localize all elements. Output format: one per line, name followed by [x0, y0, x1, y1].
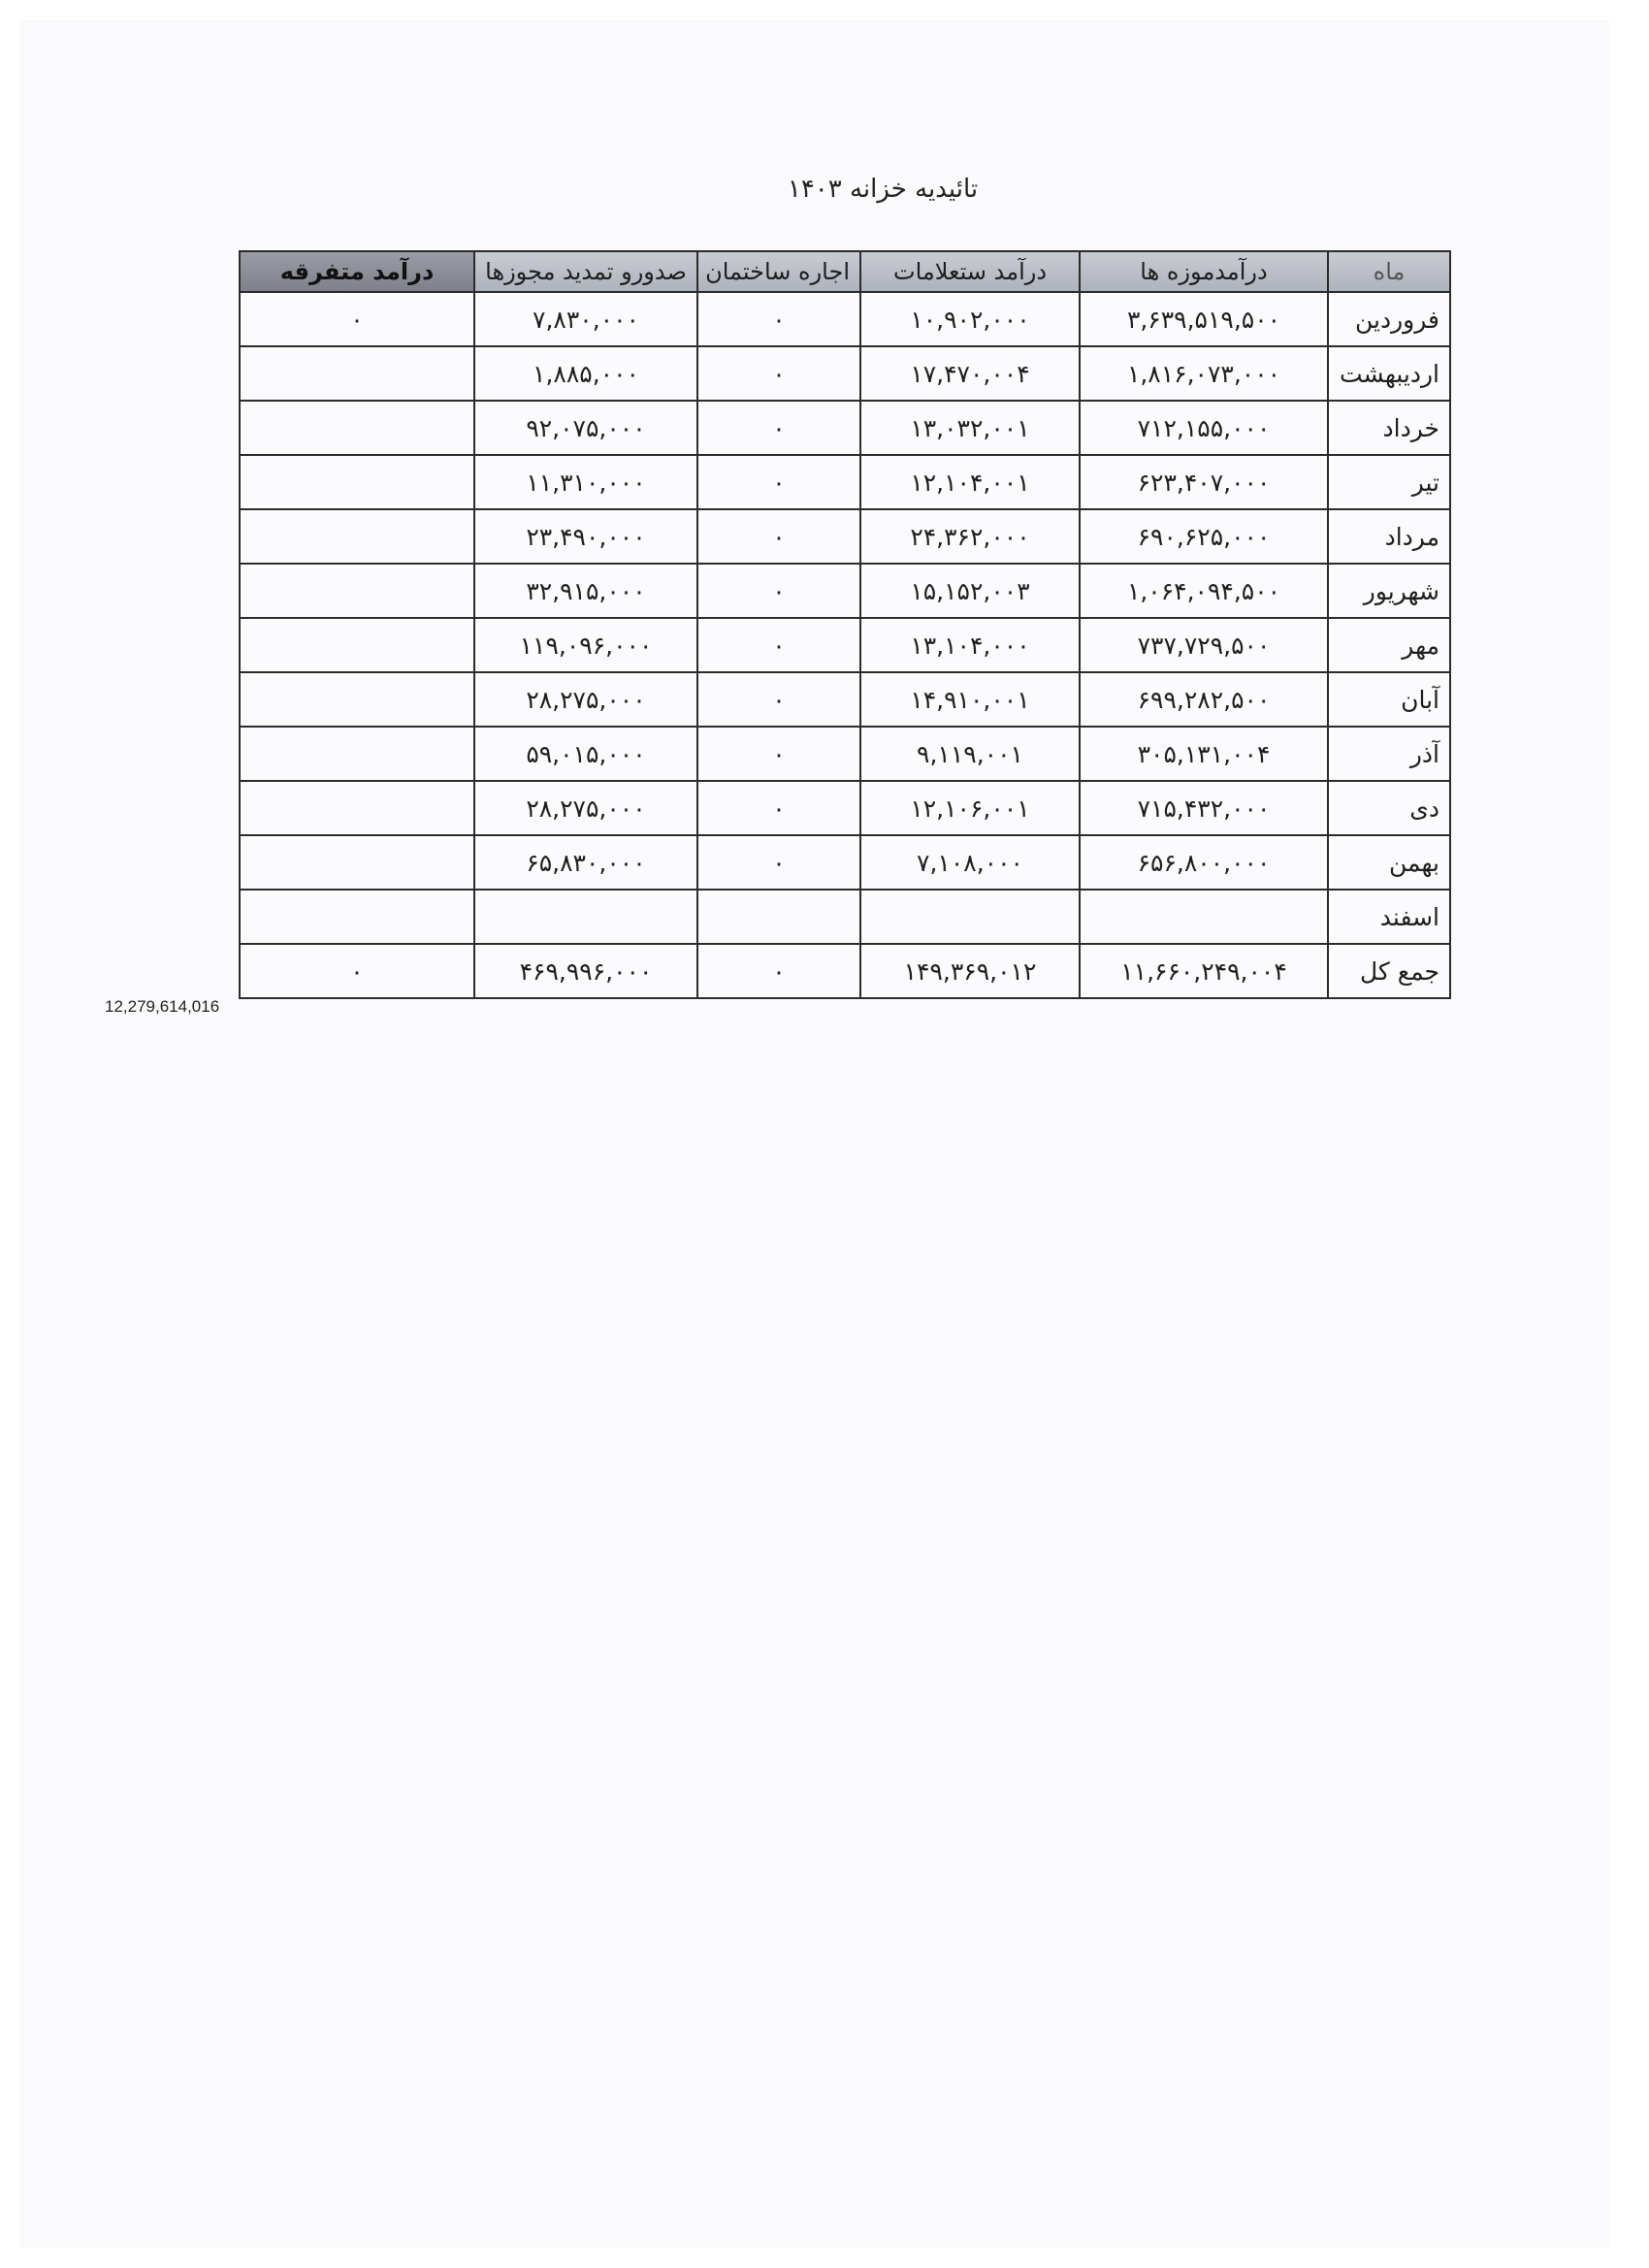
table-row [240, 618, 1450, 672]
total-label: جمع کل [1328, 944, 1450, 998]
header-misc-revenue: درآمد متفرقه [240, 251, 474, 292]
month-cell: فروردین [1328, 292, 1450, 346]
grand-total: 12,279,614,016 [105, 997, 220, 1016]
inquiry-revenue-cell: ۱۳,۱۰۴,۰۰۰ [860, 618, 1080, 672]
table-row [240, 890, 1450, 944]
inquiry-revenue-cell: ۱۵,۱۵۲,۰۰۳ [860, 564, 1080, 618]
header-month: ماه [1328, 251, 1450, 292]
month-cell: اسفند [1328, 890, 1450, 944]
permits-cell [474, 890, 697, 944]
permits-cell: ۶۵,۸۳۰,۰۰۰ [474, 835, 697, 890]
permits-cell: ۷,۸۳۰,۰۰۰ [474, 292, 697, 346]
rent-cell: ۰ [697, 727, 860, 781]
total-inquiry-revenue: ۱۴۹,۳۶۹,۰۱۲ [860, 944, 1080, 998]
museum-revenue-cell: ۳۰۵,۱۳۱,۰۰۴ [1080, 727, 1328, 781]
permits-cell: ۲۳,۴۹۰,۰۰۰ [474, 509, 697, 564]
rent-cell: ۰ [697, 672, 860, 727]
misc-revenue-cell [240, 401, 474, 455]
table-row [240, 401, 1450, 455]
misc-revenue-cell: ۰ [240, 292, 474, 346]
rent-cell: ۰ [697, 292, 860, 346]
total-misc-revenue: ۰ [240, 944, 474, 998]
rent-cell: ۰ [697, 835, 860, 890]
month-cell: شهریور [1328, 564, 1450, 618]
header-building-rent: اجاره ساختمان [697, 251, 860, 292]
table-header-row [240, 251, 1450, 292]
month-cell: دی [1328, 781, 1450, 835]
header-inquiry-revenue: درآمد ستعلامات [860, 251, 1080, 292]
table-row [240, 455, 1450, 509]
revenue-table [239, 250, 1451, 999]
permits-cell: ۱۱,۳۱۰,۰۰۰ [474, 455, 697, 509]
rent-cell: ۰ [697, 401, 860, 455]
month-cell: آذر [1328, 727, 1450, 781]
inquiry-revenue-cell [860, 890, 1080, 944]
month-cell: اردیبهشت [1328, 346, 1450, 401]
inquiry-revenue-cell: ۱۲,۱۰۴,۰۰۱ [860, 455, 1080, 509]
rent-cell: ۰ [697, 781, 860, 835]
total-row [240, 944, 1450, 998]
misc-revenue-cell [240, 727, 474, 781]
permits-cell: ۱۱۹,۰۹۶,۰۰۰ [474, 618, 697, 672]
inquiry-revenue-cell: ۷,۱۰۸,۰۰۰ [860, 835, 1080, 890]
permits-cell: ۹۲,۰۷۵,۰۰۰ [474, 401, 697, 455]
misc-revenue-cell [240, 346, 474, 401]
header-museum-revenue: درآمدموزه ها [1080, 251, 1328, 292]
museum-revenue-cell: ۱,۰۶۴,۰۹۴,۵۰۰ [1080, 564, 1328, 618]
museum-revenue-cell: ۷۱۲,۱۵۵,۰۰۰ [1080, 401, 1328, 455]
table-row [240, 781, 1450, 835]
table-row [240, 564, 1450, 618]
month-cell: مرداد [1328, 509, 1450, 564]
month-cell: تیر [1328, 455, 1450, 509]
table-row [240, 727, 1450, 781]
rent-cell: ۰ [697, 618, 860, 672]
museum-revenue-cell: ۷۳۷,۷۲۹,۵۰۰ [1080, 618, 1328, 672]
month-cell: آبان [1328, 672, 1450, 727]
permits-cell: ۱,۸۸۵,۰۰۰ [474, 346, 697, 401]
table-row [240, 509, 1450, 564]
misc-revenue-cell [240, 672, 474, 727]
museum-revenue-cell [1080, 890, 1328, 944]
rent-cell: ۰ [697, 509, 860, 564]
inquiry-revenue-cell: ۱۲,۱۰۶,۰۰۱ [860, 781, 1080, 835]
total-permits: ۴۶۹,۹۹۶,۰۰۰ [474, 944, 697, 998]
rent-cell [697, 890, 860, 944]
header-permit-issuance: صدورو تمدید مجوزها [474, 251, 697, 292]
table-row [240, 346, 1450, 401]
museum-revenue-cell: ۷۱۵,۴۳۲,۰۰۰ [1080, 781, 1328, 835]
permits-cell: ۲۸,۲۷۵,۰۰۰ [474, 781, 697, 835]
misc-revenue-cell [240, 455, 474, 509]
permits-cell: ۲۸,۲۷۵,۰۰۰ [474, 672, 697, 727]
misc-revenue-cell [240, 781, 474, 835]
month-cell: خرداد [1328, 401, 1450, 455]
museum-revenue-cell: ۶۹۰,۶۲۵,۰۰۰ [1080, 509, 1328, 564]
month-cell: بهمن [1328, 835, 1450, 890]
misc-revenue-cell [240, 835, 474, 890]
month-cell: مهر [1328, 618, 1450, 672]
misc-revenue-cell [240, 564, 474, 618]
inquiry-revenue-cell: ۱۰,۹۰۲,۰۰۰ [860, 292, 1080, 346]
total-museum-revenue: ۱۱,۶۶۰,۲۴۹,۰۰۴ [1080, 944, 1328, 998]
permits-cell: ۵۹,۰۱۵,۰۰۰ [474, 727, 697, 781]
table-row [240, 672, 1450, 727]
misc-revenue-cell [240, 509, 474, 564]
permits-cell: ۳۲,۹۱۵,۰۰۰ [474, 564, 697, 618]
museum-revenue-cell: ۱,۸۱۶,۰۷۳,۰۰۰ [1080, 346, 1328, 401]
misc-revenue-cell [240, 890, 474, 944]
inquiry-revenue-cell: ۱۳,۰۳۲,۰۰۱ [860, 401, 1080, 455]
misc-revenue-cell [240, 618, 474, 672]
museum-revenue-cell: ۶۹۹,۲۸۲,۵۰۰ [1080, 672, 1328, 727]
inquiry-revenue-cell: ۹,۱۱۹,۰۰۱ [860, 727, 1080, 781]
rent-cell: ۰ [697, 346, 860, 401]
inquiry-revenue-cell: ۱۷,۴۷۰,۰۰۴ [860, 346, 1080, 401]
museum-revenue-cell: ۶۵۶,۸۰۰,۰۰۰ [1080, 835, 1328, 890]
inquiry-revenue-cell: ۲۴,۳۶۲,۰۰۰ [860, 509, 1080, 564]
museum-revenue-cell: ۳,۶۳۹,۵۱۹,۵۰۰ [1080, 292, 1328, 346]
table-row [240, 835, 1450, 890]
table-row [240, 292, 1450, 346]
total-rent: ۰ [697, 944, 860, 998]
rent-cell: ۰ [697, 455, 860, 509]
document-title: تائیدیه خزانه ۱۴۰۳ [787, 175, 979, 204]
inquiry-revenue-cell: ۱۴,۹۱۰,۰۰۱ [860, 672, 1080, 727]
rent-cell: ۰ [697, 564, 860, 618]
museum-revenue-cell: ۶۲۳,۴۰۷,۰۰۰ [1080, 455, 1328, 509]
